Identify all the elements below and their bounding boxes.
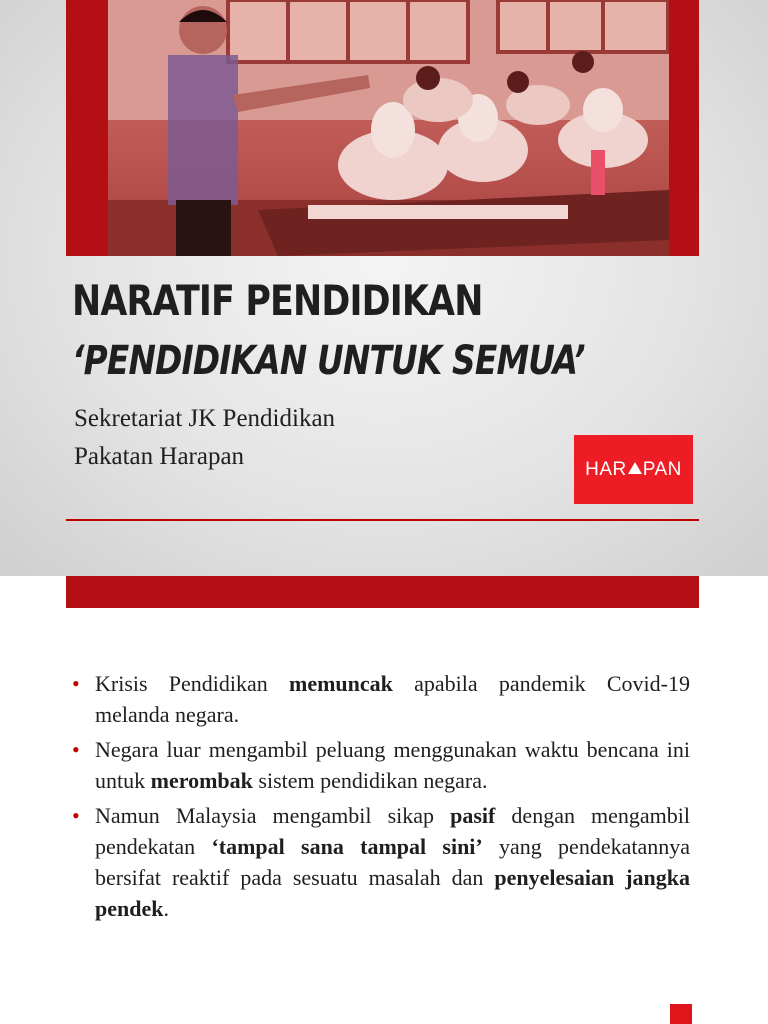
slide-title-subheading: ‘PENDIDIKAN UNTUK SEMUA’ [72, 338, 585, 384]
bullet-text: apabila pandemik Covid-19 melanda negara. [95, 671, 690, 727]
bullet-text: sistem pendidikan negara. [252, 768, 488, 793]
subtitle-line-2: Pakatan Harapan [74, 443, 245, 470]
bullet-text: dengan mengambil pendekatan [95, 803, 691, 859]
slide-content [0, 576, 768, 1024]
bullet-emphasis: penyelesaian jangka pendek [95, 865, 690, 921]
triangle-icon [628, 462, 642, 474]
bullet-emphasis: pasif [450, 803, 496, 828]
bullet-emphasis: ‘tampal sana tampal sini’ [211, 834, 483, 859]
subtitle-line-1: Sekretariat JK Pendidikan [74, 405, 336, 432]
logo-text-left: HAR [585, 458, 627, 480]
bullet-emphasis: memuncak [289, 671, 393, 696]
subtitle [74, 400, 335, 476]
slide-title-heading: NARATIF PENDIDIKAN [72, 276, 483, 325]
harapan-logo [574, 435, 693, 504]
bullet-text: . [163, 896, 169, 921]
bullet-item [72, 668, 690, 730]
bullet-text: yang pendekatannya bersifat reaktif pada sesuatu masalah dan [95, 834, 690, 890]
classroom-photo [108, 0, 669, 256]
corner-decoration [670, 1004, 692, 1024]
logo-text-right: PAN [642, 458, 682, 480]
bullet-text: Negara luar mengambil peluang menggunakan waktu bencana ini untuk [95, 737, 690, 793]
bullet-text: Namun Malaysia mengambil sikap [95, 803, 451, 828]
photo-frame [66, 0, 699, 256]
bullet-item [72, 800, 690, 924]
bullet-emphasis: merombak [150, 768, 253, 793]
bullet-text: Krisis Pendidikan [95, 671, 290, 696]
bullet-item [72, 734, 690, 796]
divider-line [66, 519, 699, 521]
header-bar [66, 576, 699, 608]
harapan-logo-text [585, 459, 682, 481]
bullet-list [72, 668, 690, 928]
